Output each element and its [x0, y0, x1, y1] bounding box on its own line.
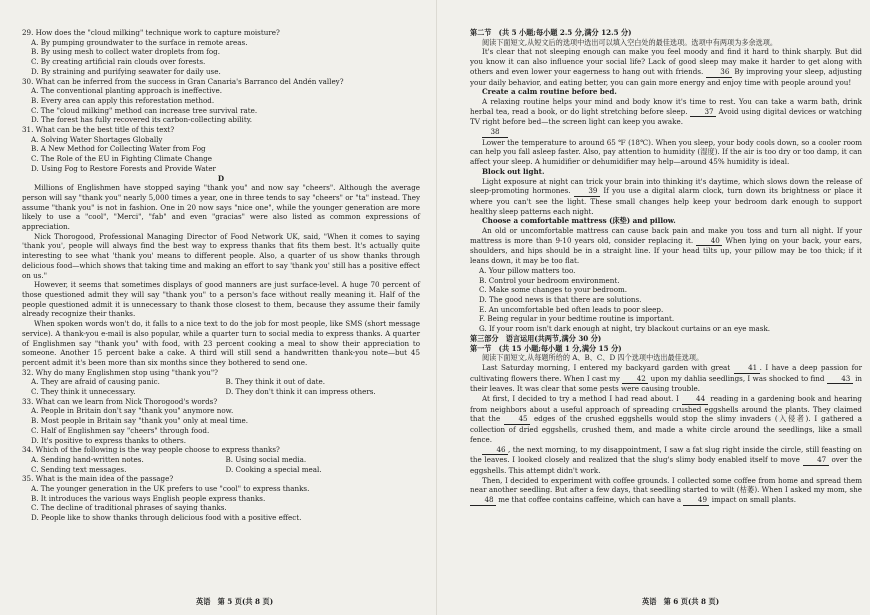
text: An old or uncomfortable mattress can cause back pain and make you toss and turn all night. If your mattress is more than 9-10 years old, consider replacing it.: [470, 226, 862, 245]
option: C. Sending text messages.: [31, 464, 127, 474]
text: , the next morning, to my disappointment, I saw a fat slug right inside the circle, still feasting on the leaves. I looked closely and realized that the slug's slimy body enabled itself to move: [470, 444, 862, 465]
blank-42: 42: [622, 374, 648, 385]
passage-paragraph: When spoken words won't do, it falls to a nice text to do the job for most people, like SMS (short message service). A thank-you e-mail is also popular, while a quarter turn to social media to express thanks. A quarter of Englishmen say "thank you" with food, with 23 percent cooking a meal to show their appreciation to someone. Another 15 percent bake a cake. A third will still send a handwritten thank-you note—but 45 percent admit it's been more than six months since they bothered to send one.: [22, 319, 420, 367]
option: A. Sending hand-written notes.: [31, 454, 144, 464]
option: D. By straining and purifying seawater for daily use.: [31, 66, 221, 76]
option: B. Using social media.: [225, 454, 307, 464]
option: E. An uncomfortable bed often leads to poor sleep.: [479, 304, 664, 314]
passage-paragraph: However, it seems that sometimes displays of good manners are just surface-level. A huge 70 percent of those questioned admit they will say "thank you" to a person's face without really meaning it. Half of the people questioned admit it is unnecessary to thank those closest to them, because they assume their family already recognize their thanks.: [22, 280, 420, 319]
text: Then, I decided to experiment with coffee grounds. I collected some coffee from home and spread them near another seedling. But after a few days, that seedling started to wilt (枯萎). When I asked my mom, she: [470, 475, 862, 495]
text: edges of the crushed eggshells would stop the slimy invaders (入侵者). I gathered a collection of dried eggshells, crushed them, and made a white circle around the seedlings, like a small fence.: [470, 414, 862, 444]
blank-48: 48: [470, 495, 496, 506]
question-stem: 31. What can be the best title of this text?: [22, 125, 175, 135]
right-page: [470, 28, 862, 506]
passage-paragraph: Lower the temperature to around 65 ℉ (18℃). When you sleep, your body cools down, so a cooler room can help you fall asleep faster. Also, pay attention to humidity (湿度). If the air is too dry or too damp, it can affect your sleep. A humidifier or dehumidifier may help—around 45% humidity is ideal.: [470, 137, 862, 167]
cloze-paragraph: [470, 445, 862, 476]
question-34: [22, 445, 420, 474]
option: B. It introduces the various ways English people express thanks.: [31, 493, 266, 503]
question-31: [22, 125, 420, 174]
text: Avoid using digital devices or watching TV right before bed—the screen light can keep you awake.: [470, 106, 862, 127]
cloze-paragraph: [470, 363, 862, 394]
text: me that coffee contains caffeine, which can have a: [498, 495, 682, 505]
passage-paragraph: [470, 226, 862, 266]
passage-label: D: [217, 173, 225, 183]
text: . I have a deep passion for cultivating flowers there. When I cast my: [470, 362, 862, 383]
section-instruction: 阅读下面短文,从短文后的选项中选出可以填入空白处的最佳选项。选项中有两项为多余选项。: [482, 37, 778, 47]
subheading: Block out light.: [482, 166, 545, 176]
option: A. People in Britain don't say "thank you" anymore now.: [31, 406, 234, 416]
option: D. They don't think it can impress others.: [225, 387, 376, 397]
option: D. The good news is that there are solutions.: [479, 294, 642, 304]
question-stem: 33. What can we learn from Nick Thorogood's words?: [22, 396, 218, 406]
text: A relaxing routine helps your mind and body know it's time to rest. You can take a warm bath, drink herbal tea, read a book, or do light stretching before sleep.: [470, 96, 862, 116]
option: D. People like to show thanks through delicious food with a positive effect.: [31, 513, 302, 523]
question-35: [22, 474, 420, 523]
passage-paragraph: [470, 177, 862, 217]
subheading: Choose a comfortable mattress (床垫) and pillow.: [482, 216, 676, 226]
blank-49: 49: [683, 495, 709, 506]
option: A. They are afraid of causing panic.: [31, 377, 160, 387]
option: C. The "cloud milking" method can increase tree survival rate.: [31, 105, 258, 115]
passage-paragraph: [470, 47, 862, 87]
option: D. Using Fog to Restore Forests and Provide Water: [31, 163, 216, 173]
option: A. The younger generation in the UK prefers to use "cool" to express thanks.: [31, 484, 310, 494]
passage-d: [22, 183, 420, 367]
left-page: [22, 28, 420, 523]
text: By improving your sleep, adjusting your daily behavior, and eating better, you can gain more energy and enjoy time with people around you!: [470, 66, 863, 87]
option: C. They think it unnecessary.: [31, 387, 136, 397]
blank-38: 38: [482, 127, 508, 138]
text: upon my dahlia seedlings, I was shocked to find: [650, 373, 825, 383]
text: At first, I decided to try a method I had read about. I: [482, 394, 679, 404]
option: D. The forest has fully recovered its carbon-collecting ability.: [31, 115, 253, 125]
option: B. Every area can apply this reforestation method.: [31, 95, 215, 105]
subheading: Create a calm routine before bed.: [482, 87, 617, 97]
option: F. Being regular in your bedtime routine is important.: [479, 314, 675, 324]
blank-39: 39: [574, 186, 600, 197]
text: reading in a gardening book and hearing from neighbors about a useful approach of spreading crushed eggshells around the plants. They claimed that the: [470, 394, 862, 424]
blank-40: 40: [696, 236, 722, 247]
option: C. The Role of the EU in Fighting Climate Change: [31, 154, 213, 164]
cloze-paragraph: [470, 394, 862, 445]
question-stem: 32. Why do many Englishmen stop using "thank you"?: [22, 367, 218, 377]
blank-47: 47: [803, 455, 829, 466]
question-29: [22, 28, 420, 77]
text: in their leaves. It was clear that some pests were causing trouble.: [470, 373, 862, 394]
blank-44: 44: [682, 394, 708, 405]
text: impact on small plants.: [711, 495, 796, 505]
passage-paragraph: [470, 97, 862, 127]
option: A. By pumping groundwater to the surface in remote areas.: [31, 37, 248, 47]
page-fold-divider: [436, 0, 437, 615]
question-33: [22, 397, 420, 446]
option: B. They think it out of date.: [225, 377, 325, 387]
option: B. By using mesh to collect water droplets from fog.: [31, 47, 221, 57]
option: C. By creating artificial rain clouds over forests.: [31, 57, 206, 67]
page-footer: 英语 第 5 页(共 8 页): [196, 597, 274, 606]
option: C. The decline of traditional phrases of saying thanks.: [31, 503, 227, 513]
blank-36: 36: [706, 67, 732, 78]
option: A. The conventional planting approach is ineffective.: [31, 86, 223, 96]
text: Light exposure at night can trick your brain into thinking it's daytime, which slows down the release of sleep-promoting hormones.: [470, 176, 862, 196]
question-stem: 30. What can be inferred from the success in Gran Canaria's Barranco del Andén valley?: [22, 76, 344, 86]
question-stem: 34. Which of the following is the way people choose to express thanks?: [22, 445, 280, 455]
passage-paragraph: Millions of Englishmen have stopped saying "thank you" and now say "cheers". Although the average person will say "thank you" nearly 5,000 times a year, one in three tends to say "cheers" or "ta" instead. They assume "thank you" is not in fashion. One in 20 now says "nice one", while the younger generation are more likely to use a "cool", "Merci", "fab" and even "gracias" were also listed as common expressions of appreciation.: [22, 183, 420, 232]
option: B. Control your bedroom environment.: [479, 275, 620, 285]
blank-43: 43: [827, 374, 853, 385]
section-title: 第二节 (共 5 小题;每小题 2.5 分,满分 12.5 分): [470, 28, 632, 37]
option: C. Half of Englishmen say "cheers" through food.: [31, 425, 210, 435]
cloze-paragraph: [470, 476, 862, 506]
option: C. Make some changes to your bedroom.: [479, 285, 628, 295]
option: B. Most people in Britain say "thank you" only at meal time.: [31, 416, 249, 426]
blank-41: 41: [734, 363, 760, 374]
blank-46: 46: [482, 445, 508, 456]
text: Last Saturday morning, I entered my backyard garden with great: [482, 362, 731, 372]
option: G. If your room isn't dark enough at night, try blackout curtains or an eye mask.: [479, 324, 771, 334]
passage-paragraph: Nick Thorogood, Professional Managing Director of Food Network UK, said, "When it comes to saying 'thank you', people will always find the best way to express thanks that fits them best. It's actually quite interesting to see what 'thank you' means to different people. Also, a quarter of us show thanks through delicious food—which shows that taking time and making an effort to say 'thank you' still has a positive effect on us.": [22, 231, 420, 280]
part-title: 第三部分 语言运用(共两节,满分 30 分): [470, 333, 602, 343]
option: D. It's positive to express thanks to others.: [31, 435, 186, 445]
option: D. Cooking a special meal.: [225, 464, 322, 474]
question-30: [22, 77, 420, 126]
text: When lying on your back, your ears, shoulders, and hips should be in a straight line. If your head tilts up, your pillow may be too thick; if it leans down, it may be too flat.: [470, 235, 862, 266]
option: B. A New Method for Collecting Water from Fog: [31, 144, 206, 154]
option: A. Your pillow matters too.: [479, 265, 576, 275]
question-stem: 35. What is the main idea of the passage?: [22, 474, 174, 484]
blank-45: 45: [504, 414, 530, 425]
text: If you use a digital alarm clock, turn down its brightness or place it where you can't see the light. These small changes help keep your bedroom dark enough to support healthy sleep patterns each night.: [470, 186, 862, 216]
option: A. Solving Water Shortages Globally: [31, 134, 163, 144]
question-32: [22, 368, 420, 397]
passage-paragraph: [482, 127, 862, 138]
blank-37: 37: [690, 107, 716, 118]
text: over the eggshells. This attempt didn't work.: [470, 455, 862, 475]
question-stem: 29. How does the "cloud milking" technique work to capture moisture?: [22, 28, 280, 37]
text: It's clear that not sleeping enough can make you feel moody and find it hard to think sharply. But did you know it can also influence your social life? Lack of good sleep may make it harder to get along with others and even lower your eagerness to hang out with friends.: [470, 47, 862, 76]
section-instruction: 阅读下面短文,从每题所给的 A、B、C、D 四个选项中选出最佳选项。: [482, 353, 704, 363]
page-footer: 英语 第 6 页(共 8 页): [642, 597, 720, 606]
option-list: [470, 266, 862, 334]
section-title: 第一节 (共 15 小题;每小题 1 分,满分 15 分): [470, 343, 622, 353]
